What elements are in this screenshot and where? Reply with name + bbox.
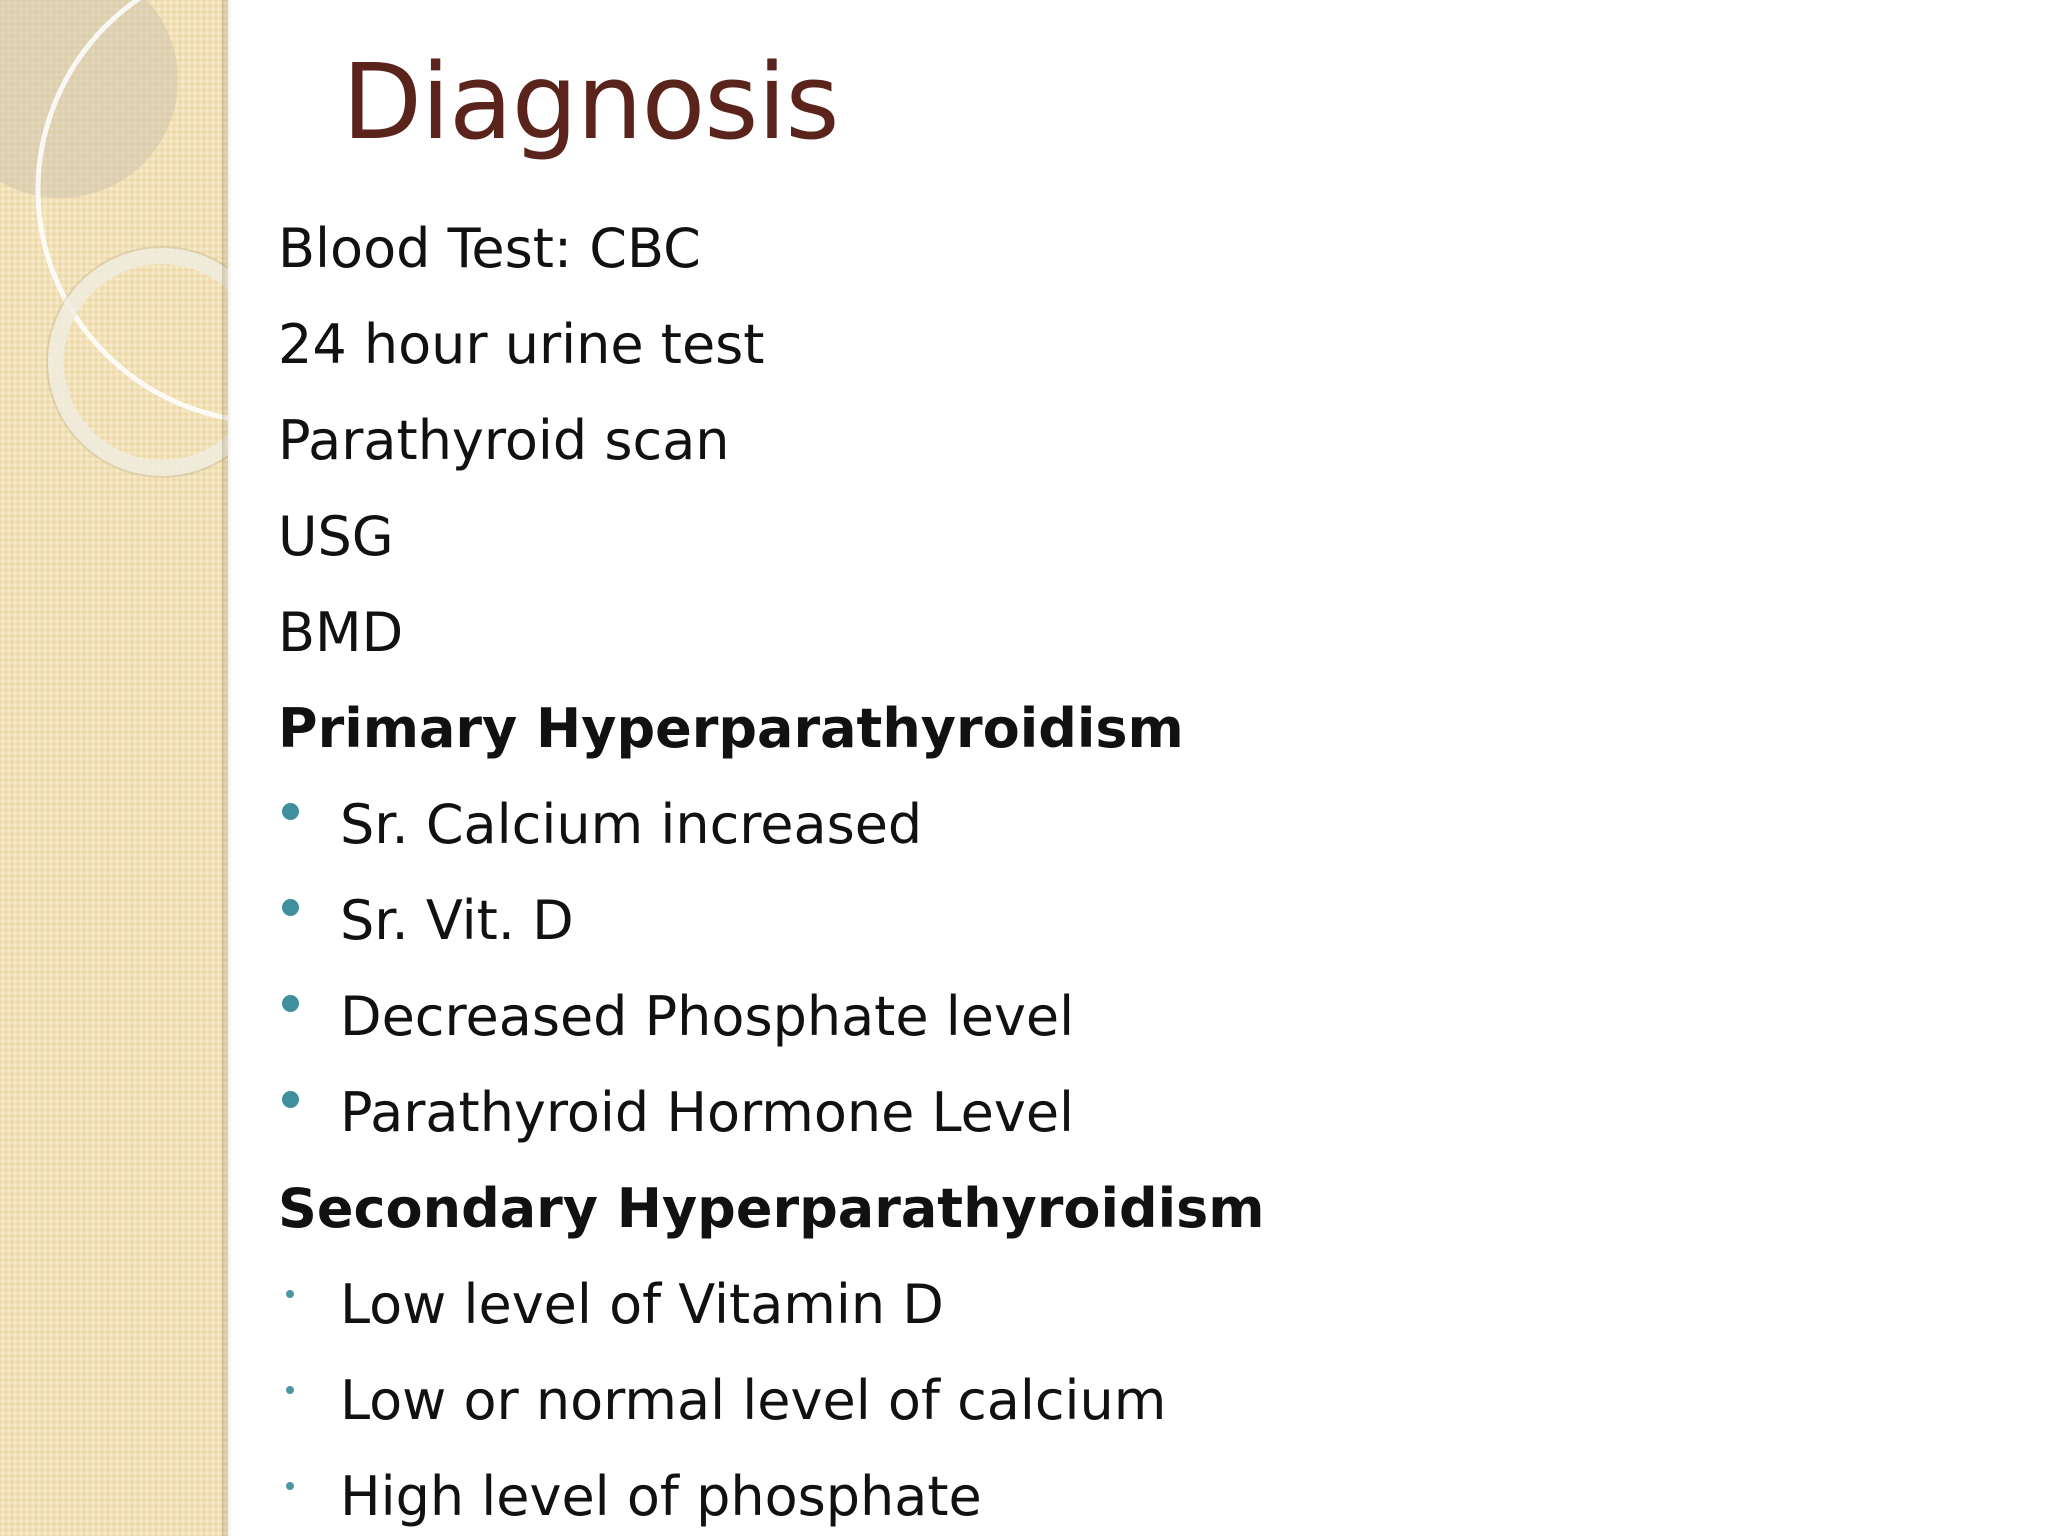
primary-item-text: Sr. Calcium increased — [340, 792, 923, 856]
secondary-item-text: Low or normal level of calcium — [340, 1368, 1167, 1432]
primary-list-item — [278, 776, 1978, 872]
bullet-icon — [282, 803, 299, 820]
bullet-icon — [286, 1482, 294, 1490]
slide-content — [278, 200, 1978, 1536]
primary-item-text: Parathyroid Hormone Level — [340, 1080, 1075, 1144]
secondary-item-text: High level of phosphate — [340, 1464, 982, 1528]
primary-list-item — [278, 872, 1978, 968]
primary-item-text: Decreased Phosphate level — [340, 984, 1075, 1048]
deco-disc — [0, 0, 178, 198]
test-item: Parathyroid scan — [278, 408, 730, 472]
secondary-item-text: Low level of Vitamin D — [340, 1272, 944, 1336]
bullet-icon — [282, 1091, 299, 1108]
test-item: Blood Test: CBC — [278, 216, 701, 280]
test-item: 24 hour urine test — [278, 312, 765, 376]
bullet-icon — [286, 1386, 294, 1394]
decorative-circles — [0, 0, 228, 520]
bullet-icon — [282, 995, 299, 1012]
primary-item-text: Sr. Vit. D — [340, 888, 574, 952]
bullet-icon — [282, 899, 299, 916]
side-panel-shadow — [222, 0, 232, 1536]
decorative-side-panel — [0, 0, 228, 1536]
test-item: USG — [278, 504, 394, 568]
primary-list-item — [278, 1064, 1978, 1160]
secondary-list-item — [278, 1448, 1978, 1536]
secondary-list-item — [278, 1352, 1978, 1448]
secondary-list-item — [278, 1256, 1978, 1352]
primary-list-item — [278, 968, 1978, 1064]
deco-ring-small-edge — [47, 247, 228, 477]
secondary-heading: Secondary Hyperparathyroidism — [278, 1176, 1265, 1240]
bullet-icon — [286, 1290, 294, 1298]
test-item: BMD — [278, 600, 404, 664]
primary-heading: Primary Hyperparathyroidism — [278, 696, 1184, 760]
deco-ring-small — [56, 256, 228, 468]
slide-title: Diagnosis — [342, 41, 839, 163]
